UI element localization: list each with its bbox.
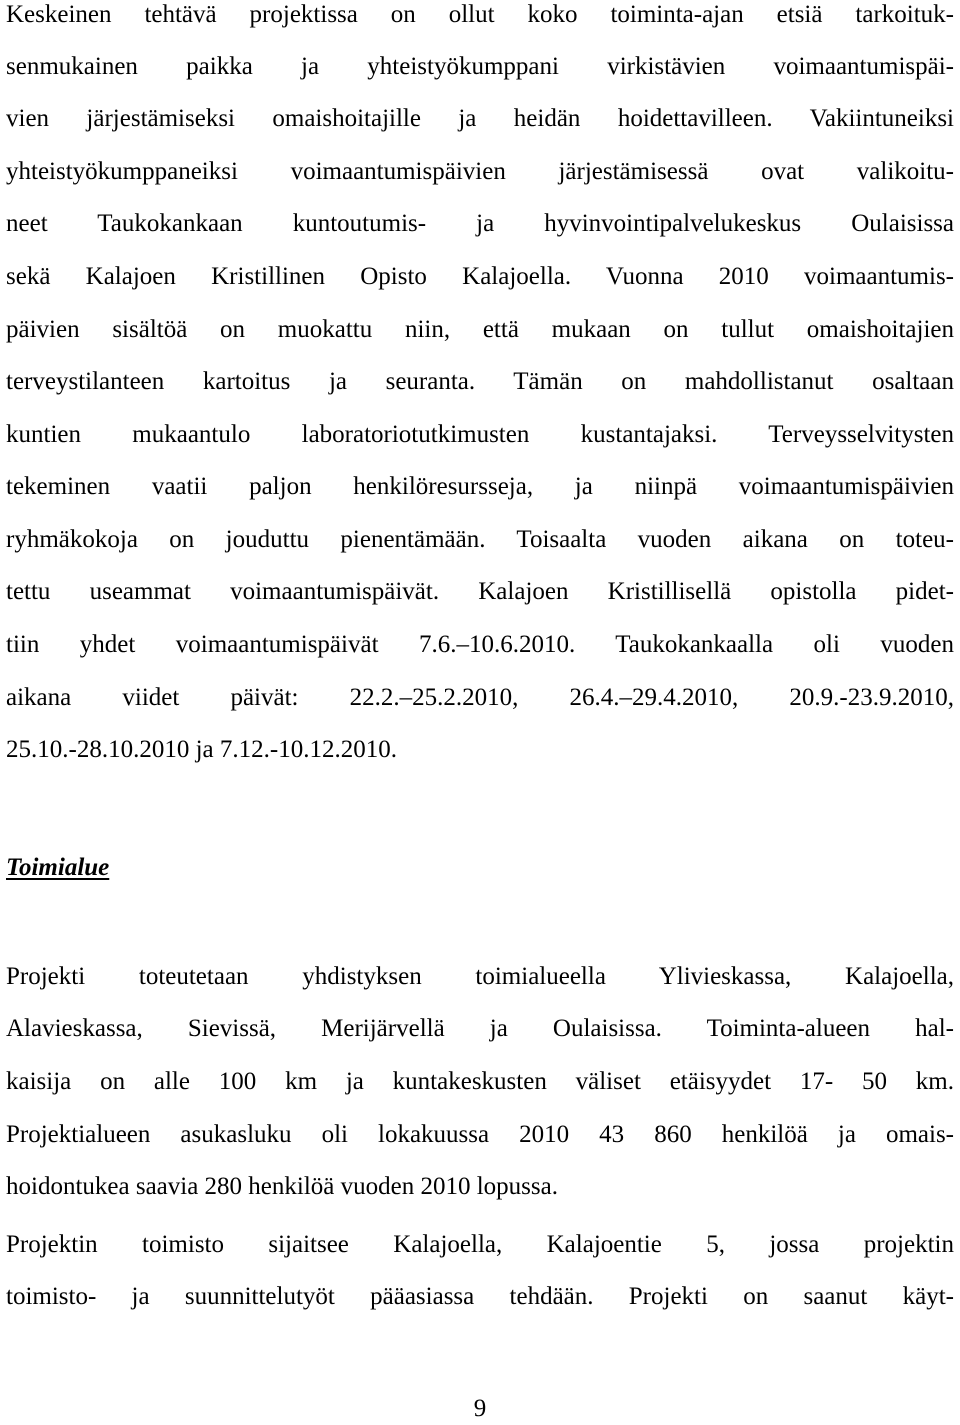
paragraph-1-line: senmukainen paikka ja yhteistyökumppani virkistävien voimaantumispäi- — [6, 53, 954, 80]
paragraph-2-line: Alavieskassa, Sievissä, Merijärvellä ja Oulaisissa. Toiminta-alueen hal- — [6, 1015, 954, 1042]
paragraph-1-line: aikana viidet päivät: 22.2.–25.2.2010, 26.4.–29.4.2010, 20.9.-23.9.2010, — [6, 684, 954, 711]
paragraph-1-line: neet Taukokankaan kuntoutumis- ja hyvinvointipalvelukeskus Oulaisissa — [6, 210, 954, 237]
paragraph-1-line: sekä Kalajoen Kristillinen Opisto Kalajoella. Vuonna 2010 voimaantumis- — [6, 263, 954, 290]
paragraph-1-line: kuntien mukaantulo laboratoriotutkimusten kustantajaksi. Terveysselvitysten — [6, 421, 954, 448]
paragraph-2-line: Projektialueen asukasluku oli lokakuussa 2010 43 860 henkilöä ja omais- — [6, 1121, 954, 1148]
paragraph-1-line: ryhmäkokoja on jouduttu pienentämään. Toisaalta vuoden aikana on toteu- — [6, 526, 954, 553]
paragraph-1-line: tettu useammat voimaantumispäivät. Kalajoen Kristillisellä opistolla pidet- — [6, 578, 954, 605]
paragraph-1-line: yhteistyökumppaneiksi voimaantumispäivien järjestämisessä ovat valikoitu- — [6, 158, 954, 185]
paragraph-1-line: tiin yhdet voimaantumispäivät 7.6.–10.6.2010. Taukokankaalla oli vuoden — [6, 631, 954, 658]
paragraph-1-line: 25.10.-28.10.2010 ja 7.12.-10.12.2010. — [6, 736, 397, 763]
paragraph-2-line: Projekti toteutetaan yhdistyksen toimialueella Ylivieskassa, Kalajoella, — [6, 963, 954, 990]
paragraph-2-line: hoidontukea saavia 280 henkilöä vuoden 2010 lopussa. — [6, 1173, 558, 1200]
paragraph-1-line: terveystilanteen kartoitus ja seuranta. Tämän on mahdollistanut osaltaan — [6, 368, 954, 395]
paragraph-1-line: vien järjestämiseksi omaishoitajille ja heidän hoidettavilleen. Vakiintuneiksi — [6, 105, 954, 132]
paragraph-3-line: Projektin toimisto sijaitsee Kalajoella, Kalajoentie 5, jossa projektin — [6, 1231, 954, 1258]
section-heading: Toimialue — [6, 854, 110, 881]
paragraph-1-line: päivien sisältöä on muokattu niin, että mukaan on tullut omaishoitajien — [6, 316, 954, 343]
paragraph-2-line: kaisija on alle 100 km ja kuntakeskusten väliset etäisyydet 17- 50 km. — [6, 1068, 954, 1095]
page-number: 9 — [473, 1395, 487, 1422]
paragraph-1-line: tekeminen vaatii paljon henkilöresursseja, ja niinpä voimaantumispäivien — [6, 473, 954, 500]
paragraph-1-line: Keskeinen tehtävä projektissa on ollut koko toiminta-ajan etsiä tarkoituk- — [6, 1, 954, 28]
paragraph-3-line: toimisto- ja suunnittelutyöt pääasiassa tehdään. Projekti on saanut käyt- — [6, 1283, 954, 1310]
